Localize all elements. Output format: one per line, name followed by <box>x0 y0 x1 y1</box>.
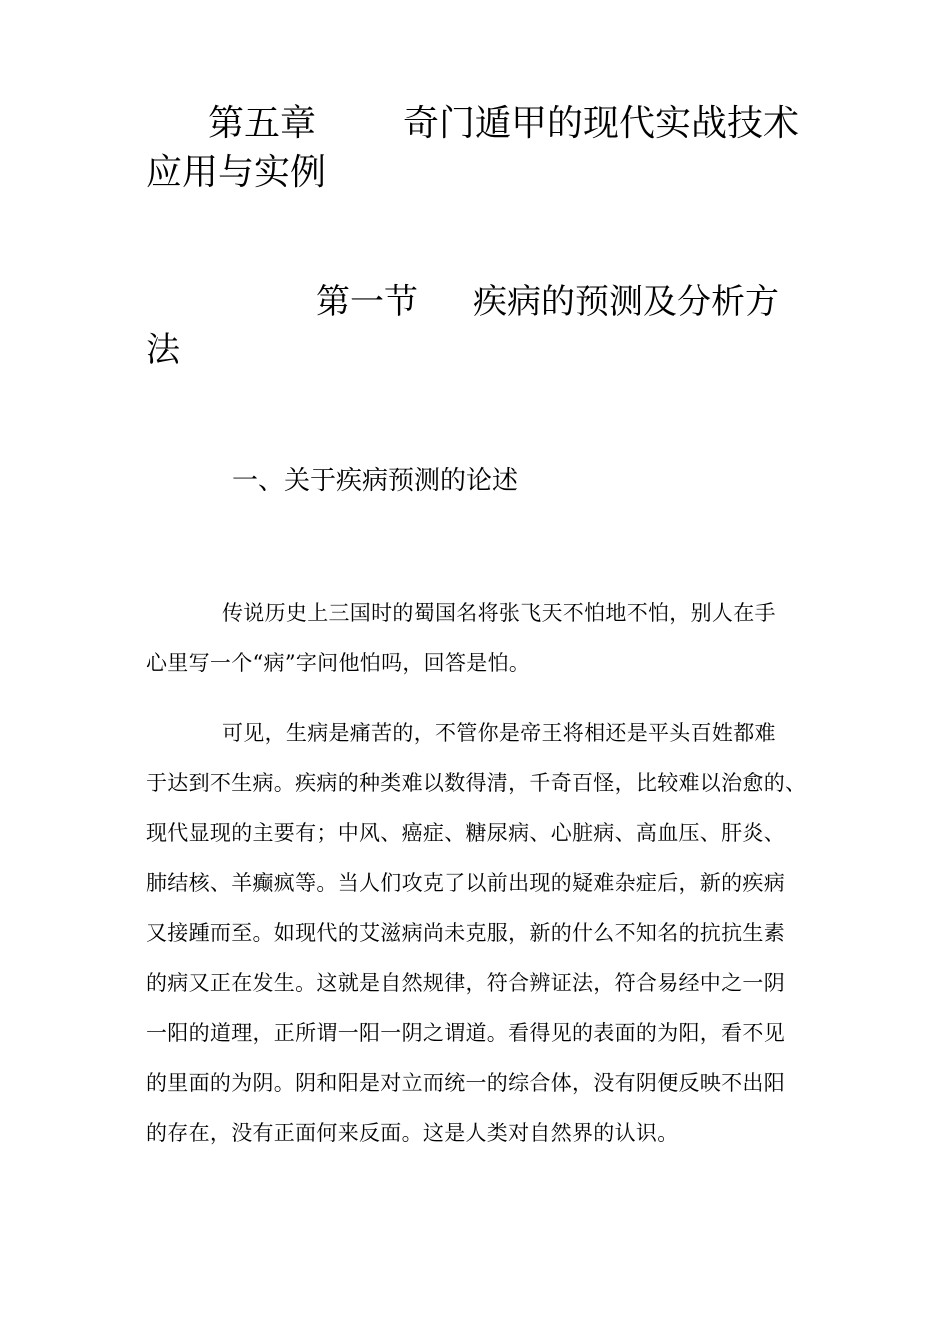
paragraph-line: 肺结核、羊癫疯等。当人们攻克了以前出现的疑难杂症后，新的疾病 <box>146 871 785 895</box>
subsection-title: 一、关于疾病预测的论述 <box>232 466 519 496</box>
chapter-label: 第五章 <box>208 103 317 144</box>
paragraph-line: 心里写一个“病”字问他怕吗，回答是怕。 <box>146 651 531 675</box>
section-title-line-1: 疾病的预测及分析方 <box>473 282 779 322</box>
paragraph-line: 传说历史上三国时的蜀国名将张飞天不怕地不怕，别人在手 <box>222 601 776 625</box>
paragraph-line: 现代显现的主要有；中风、癌症、糖尿病、心脏病、高血压、肝炎、 <box>146 821 785 845</box>
paragraph-line: 的病又正在发生。这就是自然规律，符合辨证法，符合易经中之一阴 <box>146 971 785 995</box>
chapter-title-line-1: 奇门遁甲的现代实战技术 <box>403 103 800 144</box>
paragraph-line: 的里面的为阴。阴和阳是对立而统一的综合体，没有阴便反映不出阳 <box>146 1071 785 1095</box>
paragraph-line: 又接踵而至。如现代的艾滋病尚未克服，新的什么不知名的抗抗生素 <box>146 921 785 945</box>
paragraph-line: 可见，生病是痛苦的，不管你是帝王将相还是平头百姓都难 <box>222 721 776 745</box>
paragraph-line: 一阳的道理，正所谓一阳一阴之谓道。看得见的表面的为阳，看不见 <box>146 1021 785 1045</box>
paragraph-line: 于达到不生病。疾病的种类难以数得清，千奇百怪，比较难以治愈的、 <box>146 771 807 795</box>
chapter-title-line-2: 应用与实例 <box>146 152 327 193</box>
section-label: 第一节 <box>316 282 418 322</box>
section-title-line-2: 法 <box>146 330 180 370</box>
paragraph-line: 的存在，没有正面何来反面。这是人类对自然界的认识。 <box>146 1121 679 1145</box>
